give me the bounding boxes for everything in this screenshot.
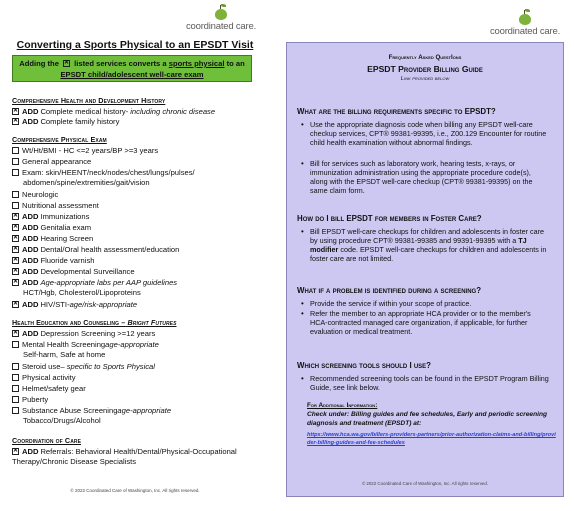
add-label: ADD bbox=[22, 245, 39, 254]
heading-italic: Bright Futures bbox=[127, 318, 177, 327]
add-label: ADD bbox=[22, 256, 39, 265]
item-text: Developmental Surveillance bbox=[40, 267, 135, 276]
empty-box-icon bbox=[12, 363, 19, 370]
conversion-banner bbox=[12, 55, 252, 82]
checked-box-icon bbox=[12, 279, 19, 286]
faq-title: EPSDT Provider Billing Guide bbox=[367, 64, 483, 74]
answer-text: Bill EPSDT well-care checkups for children and adolescents in foster care by using procedure CPT® 99381-99385 and 99391-99395 with a bbox=[310, 227, 544, 245]
checked-box-icon bbox=[12, 118, 19, 125]
checklist-item bbox=[12, 168, 195, 177]
item-text: Neurologic bbox=[22, 190, 59, 199]
checklist-item bbox=[12, 362, 155, 371]
item-text: Mental Health Screening bbox=[22, 340, 106, 349]
tj-modifier: TJ modifier bbox=[310, 236, 527, 254]
answer-bullet: • Recommended screening tools can be found in the EPSDT Program Billing Guide, see link below. bbox=[301, 374, 549, 392]
add-label: ADD bbox=[22, 329, 39, 338]
checklist-item bbox=[12, 146, 158, 155]
add-label: ADD bbox=[22, 234, 39, 243]
item-text: Substance Abuse Screening bbox=[22, 406, 118, 415]
item-text: HIV/STI bbox=[40, 300, 68, 309]
checklist-item bbox=[12, 245, 179, 254]
item-text: Genitalia exam bbox=[40, 223, 92, 232]
section-heading-history: Comprehensive Health and Development History bbox=[12, 96, 166, 105]
item-italic: age-appropriate bbox=[117, 406, 172, 415]
empty-box-icon bbox=[12, 202, 19, 209]
hca-billing-guide-link[interactable]: https://www.hca.wa.gov/billers-providers-partners/prior-authorization-claims-and-billing/provider-billing-guides-and-fee-schedules bbox=[307, 432, 556, 446]
item-text: General appearance bbox=[22, 157, 92, 166]
answer-bullet bbox=[301, 227, 549, 263]
checked-box-icon bbox=[12, 235, 19, 242]
question-problem-identified: What if a problem is identified during a screening? bbox=[297, 286, 482, 295]
item-italic: age-appropriate bbox=[105, 340, 159, 349]
add-label: ADD bbox=[22, 267, 39, 276]
faq-panel bbox=[286, 42, 564, 497]
question-billing-requirements: What are the billing requirements specific to EPSDT? bbox=[297, 107, 496, 116]
checklist-item bbox=[12, 256, 94, 265]
checklist-item bbox=[12, 329, 155, 338]
checklist-item bbox=[12, 267, 135, 276]
empty-box-icon bbox=[12, 374, 19, 381]
add-label: ADD bbox=[22, 447, 39, 456]
item-text: Helmet/safety gear bbox=[22, 384, 86, 393]
coordinated-care-logo bbox=[186, 9, 256, 32]
item-text: Steroid use bbox=[22, 362, 61, 371]
item-text: Dental/Oral health assessment/education bbox=[40, 245, 180, 254]
checklist-item bbox=[12, 406, 171, 415]
checked-box-icon bbox=[12, 330, 19, 337]
apple-icon bbox=[215, 9, 227, 20]
section-heading-counseling bbox=[12, 318, 177, 327]
checked-box-icon bbox=[63, 60, 70, 67]
banner-text-post: to an bbox=[226, 59, 245, 68]
add-label: ADD bbox=[22, 107, 39, 116]
empty-box-icon bbox=[12, 147, 19, 154]
item-text: Nutritional assessment bbox=[22, 201, 99, 210]
checklist-item bbox=[12, 107, 215, 116]
section-heading-coordination: Coordination of Care bbox=[12, 436, 82, 445]
checklist-item bbox=[12, 157, 91, 166]
copyright-footer: © 2022 Coordinated Care of Washington, Inc. All rights reserved. bbox=[361, 481, 489, 486]
item-text: Exam: skin/HEENT/neck/nodes/chest/lungs/pulses/ bbox=[22, 168, 195, 177]
empty-box-icon bbox=[12, 158, 19, 165]
faq-link-note: Link provided below bbox=[400, 76, 450, 82]
item-text: Hearing Screen bbox=[40, 234, 94, 243]
checklist-item bbox=[12, 117, 119, 126]
copyright-footer: © 2022 Coordinated Care of Washington, Inc. All rights reserved. bbox=[70, 488, 200, 493]
empty-box-icon bbox=[12, 341, 19, 348]
empty-box-icon bbox=[12, 191, 19, 198]
item-italic: – specific to Sports Physical bbox=[60, 362, 155, 371]
item-italic: -age/risk-appropriate bbox=[67, 300, 138, 309]
check-under-text: Check under: Billing guides and fee schedules, Early and periodic screening diagnosis and treatment (EPSDT) at: bbox=[307, 411, 548, 427]
checked-box-icon bbox=[12, 246, 19, 253]
checked-box-icon bbox=[12, 301, 19, 308]
item-continuation: Self-harm, Safe at home bbox=[23, 350, 106, 359]
checklist-item bbox=[12, 395, 48, 404]
add-label: ADD bbox=[22, 223, 39, 232]
checklist-item bbox=[12, 201, 99, 210]
page-title: Converting a Sports Physical to an EPSDT Visit bbox=[16, 39, 254, 51]
item-text: Complete family history bbox=[40, 117, 120, 126]
question-screening-tools: Which screening tools should I use? bbox=[297, 361, 431, 370]
checked-box-icon bbox=[12, 448, 19, 455]
add-label: ADD bbox=[22, 117, 39, 126]
checked-box-icon bbox=[12, 213, 19, 220]
item-italic: including chronic disease bbox=[130, 107, 216, 116]
add-label: ADD bbox=[22, 278, 39, 287]
answer-bullet: • Refer the member to an appropriate HCA provider or to the member's HCA-contracted managed care organization, if applicable, for further evaluation or medical treatment. bbox=[301, 309, 549, 336]
checklist-item bbox=[12, 234, 93, 243]
answer-bullet: • Bill for services such as laboratory work, hearing tests, x-rays, or immunization administration using the appropriate procedure code(s), along with the EPSDT well-care checkup (CPT® 99381-99395) on the same claim form. bbox=[301, 159, 549, 195]
checked-box-icon bbox=[12, 268, 19, 275]
item-continuation: HCT/Hgb, Cholesterol/Lipoproteins bbox=[23, 288, 141, 297]
item-text: Wt/Ht/BMI - HC <=2 years/BP >=3 years bbox=[22, 146, 159, 155]
item-text: Complete medical history- bbox=[40, 107, 129, 116]
banner-text-mid: listed services converts a bbox=[74, 59, 167, 68]
question-foster-care: How do I bill EPSDT for members in Foster Care? bbox=[297, 214, 482, 223]
coordinated-care-logo bbox=[490, 14, 560, 37]
banner-text-pre: Adding the bbox=[19, 59, 59, 68]
additional-info-heading: For Additional Information: bbox=[307, 402, 378, 409]
item-text: Immunizations bbox=[40, 212, 90, 221]
section-heading-exam: Comprehensive Physical Exam bbox=[12, 135, 107, 144]
faq-heading: Frequently Asked QuestIons bbox=[388, 54, 462, 61]
checklist-item bbox=[12, 190, 58, 199]
billing-faq-page bbox=[278, 0, 574, 511]
checked-box-icon bbox=[12, 224, 19, 231]
empty-box-icon bbox=[12, 407, 19, 414]
item-continuation: Tobacco/Drugs/Alcohol bbox=[23, 416, 101, 425]
logo-brand-text: coordinated care. bbox=[490, 26, 561, 37]
item-text: Referrals: Behavioral Health/Dental/Physical-Occupational bbox=[40, 447, 237, 456]
heading-text: Health Education and Counseling – bbox=[12, 318, 126, 327]
add-label: ADD bbox=[22, 300, 39, 309]
item-text: Age-appropriate labs per AAP guidelines bbox=[40, 278, 178, 287]
checked-box-icon bbox=[12, 108, 19, 115]
logo-brand-text: coordinated care. bbox=[186, 21, 257, 32]
banner-line-2: EPSDT child/adolescent well-care exam bbox=[60, 70, 204, 79]
checklist-item bbox=[12, 373, 76, 382]
item-text: Puberty bbox=[22, 395, 49, 404]
checklist-item bbox=[12, 340, 159, 349]
add-label: ADD bbox=[22, 212, 39, 221]
apple-icon bbox=[519, 14, 531, 25]
checked-box-icon bbox=[12, 257, 19, 264]
empty-box-icon bbox=[12, 396, 19, 403]
checklist-item bbox=[12, 223, 91, 232]
item-text: Depression Screening >=12 years bbox=[40, 329, 156, 338]
banner-sports-physical: sports physical bbox=[168, 59, 225, 68]
answer-bullet: • Provide the service if within your scope of practice. bbox=[301, 299, 549, 308]
answer-bullet: • Use the appropriate diagnosis code when billing any EPSDT well-care checkup services, CPT® 99381-99395, i.e., Z00.129 Encounter for routine child health examination without abnormal findings. bbox=[301, 120, 549, 147]
empty-box-icon bbox=[12, 169, 19, 176]
item-text: Physical activity bbox=[22, 373, 76, 382]
checklist-item bbox=[12, 278, 177, 287]
empty-box-icon bbox=[12, 385, 19, 392]
checklist-item bbox=[12, 212, 89, 221]
item-text: Fluoride varnish bbox=[40, 256, 95, 265]
checklist-item bbox=[12, 447, 237, 456]
item-continuation: abdomen/spine/extremities/gait/vision bbox=[23, 178, 150, 187]
answer-text: code. EPSDT well-care checkups for children and adolescents in foster care are not limited. bbox=[310, 245, 547, 263]
sports-physical-page bbox=[0, 0, 270, 511]
checklist-item bbox=[12, 300, 137, 309]
item-continuation: Therapy/Chronic Disease Specialists bbox=[12, 457, 137, 466]
checklist-item bbox=[12, 384, 86, 393]
